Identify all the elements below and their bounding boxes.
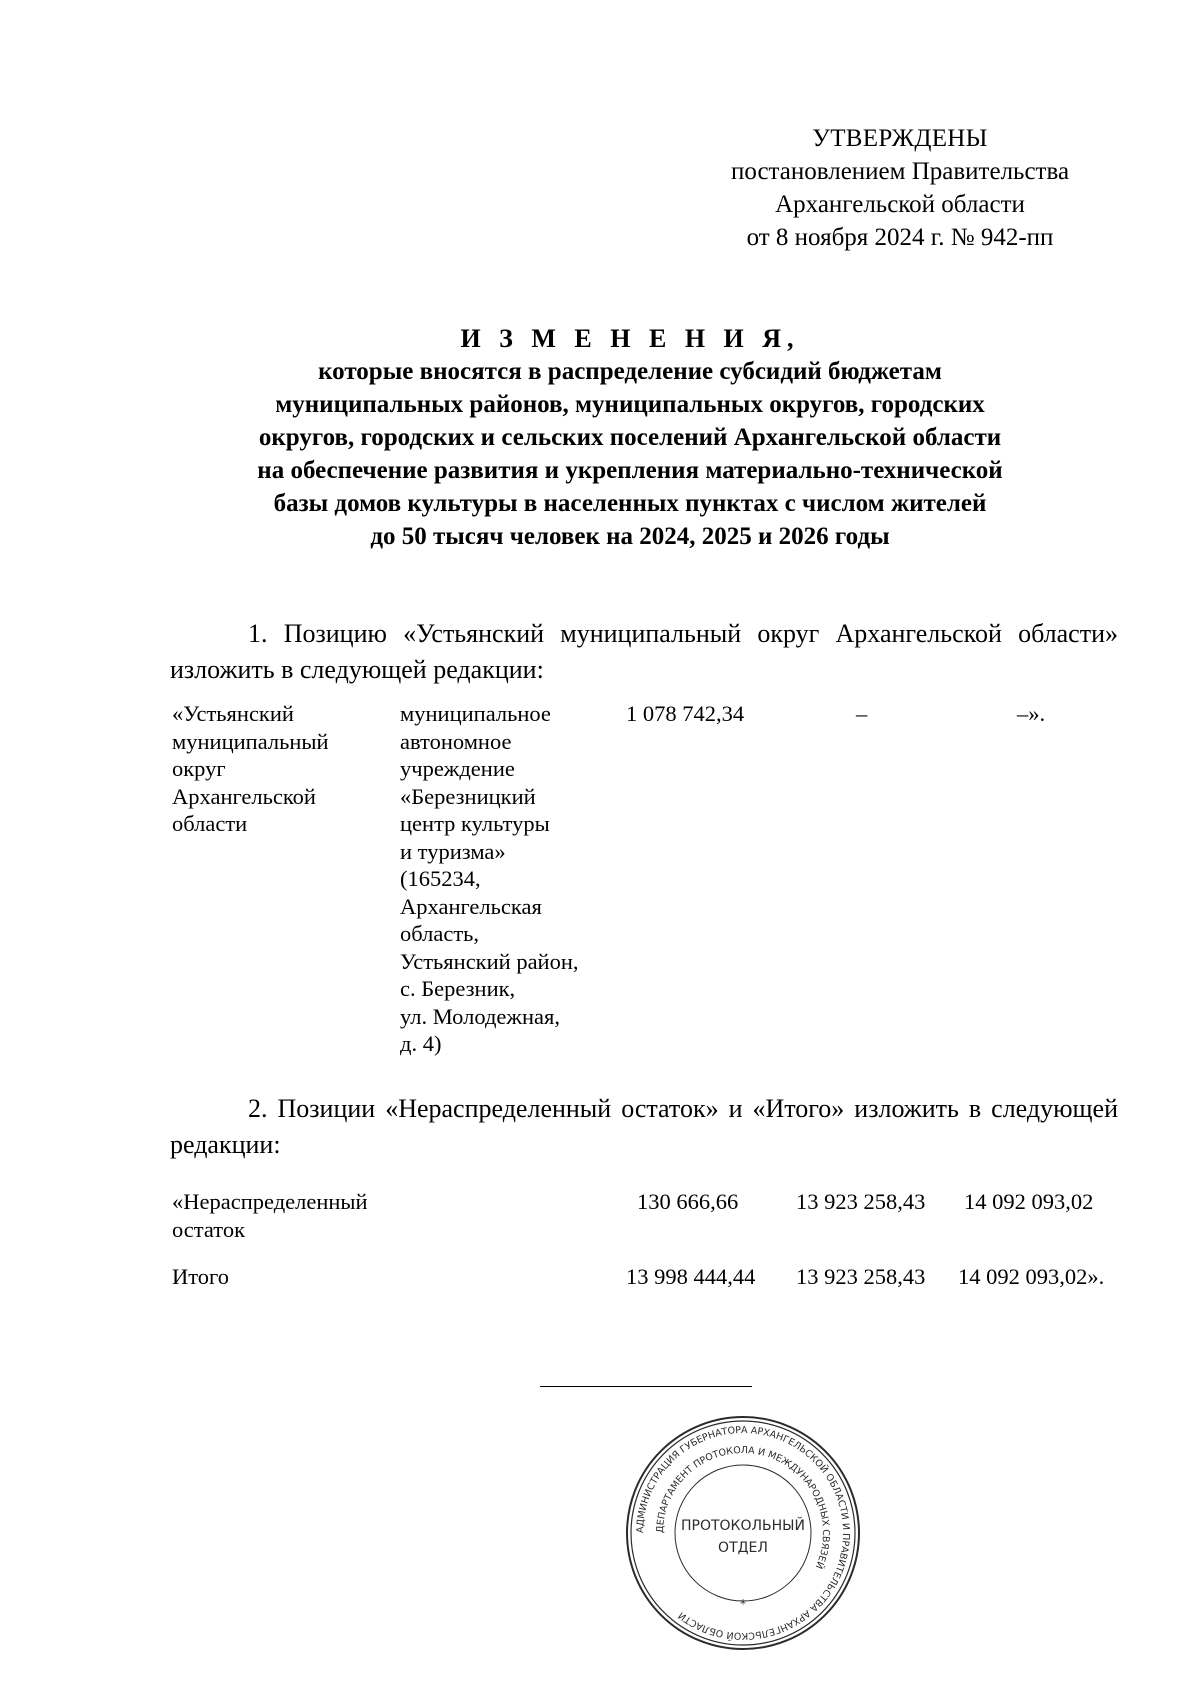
institution-line: Устьянский район, [400, 948, 579, 974]
name-line: муниципальный [172, 728, 329, 754]
stamp-inner-text: ДЕПАРТАМЕНТ ПРОТОКОЛА И МЕЖДУНАРОДНЫХ СВЯЗЕЙ [654, 1444, 832, 1571]
title-line: округов, городских и сельских поселений Архангельской области [258, 424, 1002, 451]
official-stamp [622, 1412, 864, 1654]
name-line: округ [172, 756, 226, 781]
item-2-text: 2. Позиции «Нераспределенный остаток» и «Итого» изложить в следующей редакции: [170, 1094, 1118, 1159]
unallocated-label [172, 1188, 432, 1243]
end-rule [540, 1386, 752, 1387]
unallocated-value-2025: 13 923 258,43 [796, 1189, 926, 1214]
total-value-2024: 13 998 444,44 [626, 1264, 756, 1289]
name-line: Архангельской [172, 783, 316, 809]
institution-line: учреждение [400, 756, 515, 781]
title-heading: И З М Е Н Е Н И Я, [460, 324, 800, 353]
unallocated-value-2026: 14 092 093,02 [964, 1189, 1094, 1214]
institution-line: Архангельская [400, 893, 542, 919]
title-line: базы домов культуры в населенных пунктах с числом жителей [273, 490, 987, 517]
institution-line: «Березницкий [400, 783, 536, 809]
document-title [130, 322, 1130, 553]
stamp-center-line2: ОТДЕЛ [718, 1540, 768, 1556]
approval-line: Архангельской области [775, 191, 1025, 218]
title-line: на обеспечение развития и укрепления материально-технической [257, 457, 1003, 484]
name-line: области [172, 811, 248, 836]
total-value-2026: 14 092 093,02». [958, 1264, 1105, 1289]
institution-line: автономное [400, 728, 512, 754]
name-line: «Устьянский [172, 701, 294, 726]
institution-line: область, [400, 921, 480, 946]
title-line: муниципальных районов, муниципальных округов, городских [275, 391, 985, 418]
unallocated-value-2024: 130 666,66 [637, 1189, 739, 1214]
approval-heading: УТВЕРЖДЕНЫ [812, 125, 988, 152]
item-2-paragraph [170, 1091, 1118, 1163]
label-line: Итого [172, 1264, 229, 1289]
stamp-outer-text: АДМИНИСТРАЦИЯ ГУБЕРНАТОРА АРХАНГЕЛЬСКОЙ ОБЛАСТИ И ПРАВИТЕЛЬСТВА АРХАНГЕЛЬСКОЙ ОБЛАСТИ [634, 1424, 852, 1642]
institution-line: д. 4) [400, 1031, 442, 1056]
item-1-paragraph [170, 616, 1118, 688]
label-line: остаток [172, 1216, 246, 1242]
item-1-name-cell [172, 700, 362, 838]
total-label [172, 1263, 432, 1291]
institution-line: и туризма» [400, 838, 506, 864]
approval-date: от 8 ноября 2024 г. № 942-пп [746, 224, 1054, 251]
institution-line: центр культуры [400, 811, 550, 836]
institution-line: муниципальное [400, 701, 551, 726]
stamp-center-line1: ПРОТОКОЛЬНЫЙ [680, 1518, 806, 1534]
institution-line: с. Березник, [400, 976, 516, 1001]
item-1-value-2026: –». [1017, 701, 1046, 726]
item-1-value-2025: – [856, 701, 868, 726]
approval-line: постановлением Правительства [730, 158, 1070, 185]
title-line: которые вносятся в распределение субсидий бюджетам [318, 358, 942, 385]
approval-block [700, 122, 1100, 254]
item-1-text: 1. Позицию «Устьянский муниципальный округ Архангельской области» изложить в следующей редакции: [170, 619, 1118, 684]
total-value-2025: 13 923 258,43 [796, 1264, 926, 1289]
institution-line: ул. Молодежная, [400, 1003, 560, 1029]
item-1-value-2024: 1 078 742,34 [626, 701, 745, 726]
title-line: до 50 тысяч человек на 2024, 2025 и 2026 годы [370, 523, 890, 550]
institution-line: (165234, [400, 866, 481, 891]
item-1-institution-cell [400, 700, 620, 1058]
label-line: «Нераспределенный [172, 1189, 368, 1214]
stamp-star-icon: * [740, 1597, 746, 1611]
